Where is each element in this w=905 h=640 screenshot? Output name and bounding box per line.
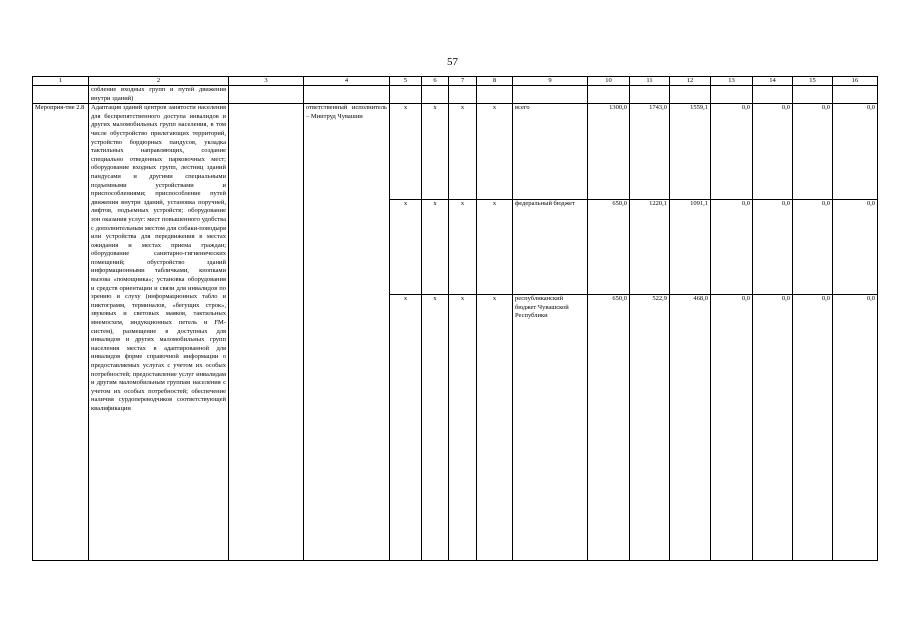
header-cell: 8 [477,77,513,86]
header-cell: 10 [588,77,630,86]
table-cell: 0,0 [793,199,833,294]
table-cell: 0,0 [833,104,878,199]
header-cell: 6 [422,77,449,86]
table-cell: 522,9 [630,294,670,560]
header-cell: 14 [753,77,793,86]
table-cell: 1743,0 [630,104,670,199]
table-cell: 0,0 [833,199,878,294]
table-cell: x [422,104,449,199]
table-cell: x [477,104,513,199]
header-cell: 13 [711,77,753,86]
budget-table [32,76,878,561]
header-cell: 4 [304,77,390,86]
table-cell: x [449,199,477,294]
empty-cell [229,104,304,561]
header-cell: 2 [89,77,229,86]
table-cell: 0,0 [711,104,753,199]
header-cell: 1 [33,77,89,86]
table-cell: 650,0 [588,294,630,560]
header-cell: 7 [449,77,477,86]
funding-source: федеральный бюджет [513,199,588,294]
table-row [33,104,878,199]
table-cell: x [390,104,422,199]
header-cell: 3 [229,77,304,86]
table-cell: x [390,294,422,560]
table-cell: 468,0 [670,294,711,560]
table-cell: x [422,199,449,294]
table-header-row [33,77,878,86]
funding-source: всего [513,104,588,199]
page-number: 57 [447,56,458,68]
table-cell: 1091,1 [670,199,711,294]
table-cell: x [422,294,449,560]
table-cell: 1300,0 [588,104,630,199]
table-cell: 0,0 [753,294,793,560]
event-description: Адаптация зданий центров занятости населения для беспрепятственного доступа инвалидов и других маломобильных групп населения, в том числе обустройство прилегающих территорий, устройство бордюрных пандусов, укладка тактильных направляющих, создание специально отведенных парковочных мест; оборудование входных групп, лестниц зданий пандусами и другими специальными подъемными устройствами и приспособлениями; приспособление путей движения внутри зданий, установка поручней, лифтов, подъемных устройств; оборудование зон оказания услуг: мест повышенного удобства с дополнительным местом для собаки-поводыря или устройства для передвижения в местах ожидания и местах приема граждан; оборудование санитарно-гигиенических помещений; обустройство зданий информационными табличками, кнопками вызова «помощника»; установка оборудования и средств ориентации и связи для инвалидов по зрению и слуху (информационных табло и пиктограмм, терминалов, «бегущих строк», звуковых и световых маяков, тактильных мнемосхем, индукционных петель и FM-систем), размещение в доступных для инвалидов и других маломобильных групп населения местах в адаптированной для инвалидов форме справочной информации о предоставляемых услугах с учетом их особых потребностей; предоставление услуг инвалидам и другим маломобильным группам населения с учетом их особых потребностей; обеспечение наличия сурдопереводчиков соответствующей квалификации [89,104,229,561]
continuation-text: собление входных групп и путей движения внутри зданий) [89,86,229,104]
table-cell: x [449,104,477,199]
table-cell: 0,0 [753,104,793,199]
header-cell: 15 [793,77,833,86]
table-cell: 0,0 [793,104,833,199]
table-cell: 0,0 [711,294,753,560]
funding-source: республиканский бюджет Чувашской Республики [513,294,588,560]
table-cell: 0,0 [833,294,878,560]
table-cell: x [477,294,513,560]
table-cell: 650,0 [588,199,630,294]
table-cell: x [477,199,513,294]
event-code: Мероприя-тие 2.8 [33,104,89,561]
header-cell: 12 [670,77,711,86]
table-cell: x [449,294,477,560]
header-cell: 11 [630,77,670,86]
event-executor: ответственный исполнитель – Минтруд Чувашии [304,104,390,561]
table-cell: 0,0 [711,199,753,294]
header-cell: 16 [833,77,878,86]
header-cell: 9 [513,77,588,86]
continuation-row [33,86,878,104]
table-cell: 0,0 [793,294,833,560]
header-cell: 5 [390,77,422,86]
table-cell: 0,0 [753,199,793,294]
table-cell: 1559,1 [670,104,711,199]
table-cell: 1220,1 [630,199,670,294]
table-cell: x [390,199,422,294]
